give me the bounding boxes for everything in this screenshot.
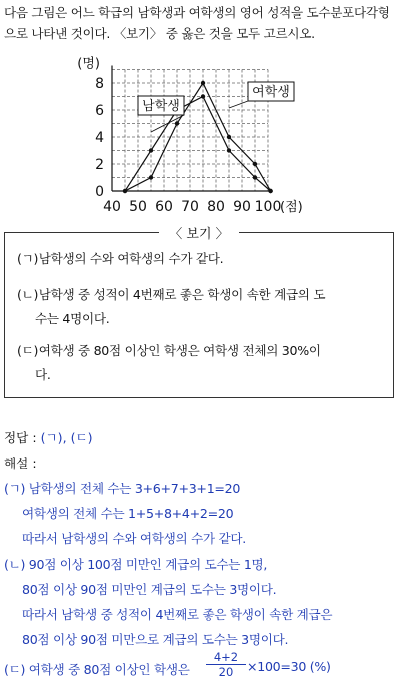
bogi-option-text: 여학생 중 80점 이상인 학생은 여학생 전체의 30%이	[38, 343, 321, 358]
series-label: 여학생	[252, 85, 290, 100]
data-point	[149, 175, 153, 179]
data-point	[149, 148, 153, 152]
x-unit-label: (점)	[280, 200, 303, 215]
explanation-line: 따라서 남학생의 수와 여학생의 수가 같다.	[22, 531, 246, 546]
explanation-line: 따라서 남학생 중 성적이 4번째로 좋은 학생이 속한 계급은	[22, 607, 333, 622]
y-unit-label: (명)	[77, 56, 100, 72]
x-tick-label: 50	[129, 199, 147, 215]
x-tick-label: 60	[155, 199, 173, 215]
fraction	[206, 650, 246, 679]
data-point	[227, 135, 231, 139]
fraction-numerator: 4+2	[206, 650, 246, 665]
bogi-option-2	[17, 283, 389, 331]
x-tick-label: 90	[233, 199, 251, 215]
answer-value: (ㄱ), (ㄷ)	[40, 430, 93, 445]
series-label: 남학생	[142, 99, 180, 114]
data-point	[268, 189, 272, 193]
legend-leader-line	[229, 101, 248, 108]
explanation-line: 80점 이상 90점 미만인 계급의 도수는 3명이다.	[22, 582, 277, 597]
data-point	[175, 121, 179, 125]
answer-line	[4, 428, 93, 448]
bogi-option-text: 남학생 중 성적이 4번째로 좋은 학생이 속한 계급의 도	[38, 287, 326, 302]
y-tick-label: 4	[95, 130, 104, 146]
frequency-polygon-chart	[0, 40, 400, 225]
bogi-option-label: (ㄷ)	[17, 343, 39, 358]
y-tick-label: 2	[95, 157, 104, 173]
bogi-option-1	[17, 247, 389, 271]
bogi-title: 〈 보기 〉	[159, 227, 238, 242]
bogi-option-label: (ㄱ)	[17, 251, 39, 266]
data-point	[201, 94, 205, 98]
explanation-line: (ㄷ) 여학생 중 80점 이상인 학생은	[4, 662, 190, 677]
data-point	[253, 162, 257, 166]
y-tick-label: 8	[95, 76, 104, 92]
bogi-box	[4, 227, 394, 398]
data-point	[227, 148, 231, 152]
bogi-option-3	[17, 339, 389, 387]
explanation-label: 해설 :	[4, 456, 37, 471]
data-point	[253, 175, 257, 179]
explanation-line: (ㄴ) 90점 이상 100점 미만인 계급의 도수는 1명,	[4, 557, 268, 572]
x-tick-label: 70	[181, 199, 199, 215]
data-point	[201, 81, 205, 85]
explanation-line: ×100=30 (%)	[247, 659, 331, 674]
explanation-line: 80점 이상 90점 미만으로 계급의 도수는 3명이다.	[22, 632, 289, 647]
question-text: 다음 그림은 어느 학급의 남학생과 여학생의 영어 성적을 도수분포다각형으로 나타낸 것이다. 〈보기〉 중 옳은 것을 모두 고르시오.	[4, 5, 390, 41]
bogi-option-continuation: 수는 4명이다.	[35, 311, 110, 326]
bogi-option-continuation: 다.	[35, 367, 51, 382]
x-tick-label: 40	[103, 199, 121, 215]
bogi-option-label: (ㄴ)	[17, 287, 39, 302]
explanation-line: 여학생의 전체 수는 1+5+8+4+2=20	[22, 506, 234, 521]
fraction-denominator: 20	[218, 665, 234, 679]
x-tick-label: 100	[254, 199, 282, 215]
y-tick-label: 6	[95, 103, 104, 119]
y-tick-label: 0	[95, 184, 104, 200]
x-tick-label: 80	[207, 199, 225, 215]
explanation-line: (ㄱ) 남학생의 전체 수는 3+6+7+3+1=20	[4, 481, 241, 496]
answer-label: 정답 :	[4, 430, 37, 445]
data-point	[123, 189, 127, 193]
bogi-option-text: 남학생의 수와 여학생의 수가 같다.	[38, 251, 224, 266]
chart-grid	[112, 70, 268, 192]
